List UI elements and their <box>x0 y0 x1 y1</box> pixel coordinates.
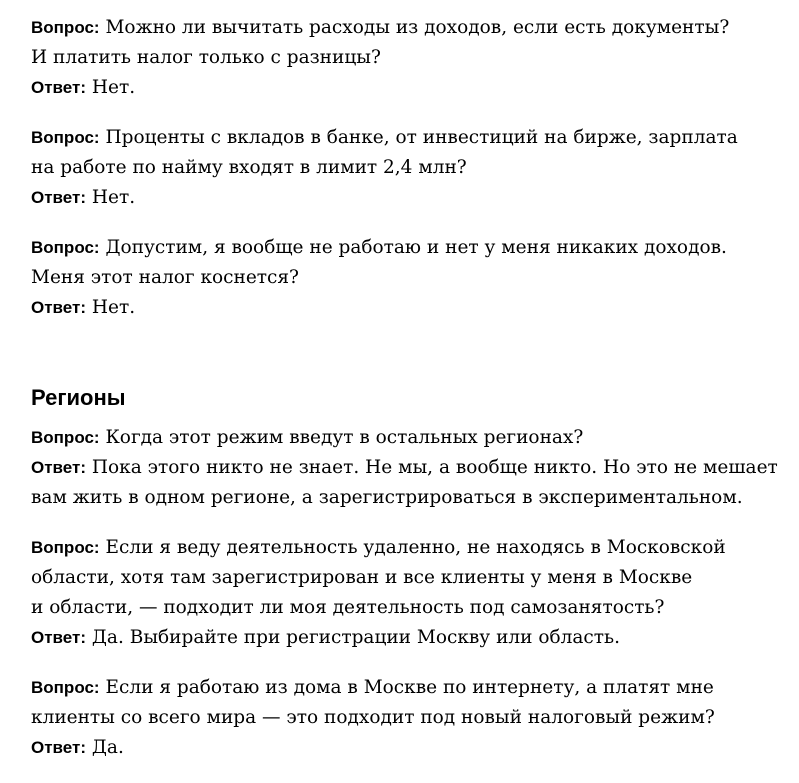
question-label: Вопрос: <box>31 238 100 257</box>
question-label: Вопрос: <box>31 428 100 447</box>
answer-line <box>31 73 781 103</box>
qa-item <box>31 673 781 763</box>
question-line <box>31 153 781 183</box>
question-line <box>31 263 781 293</box>
answer-label: Ответ: <box>31 738 86 757</box>
question-line <box>31 673 781 703</box>
qa-item <box>31 423 781 513</box>
question-text: области, хотя там зарегистрирован и все клиенты у меня в Москве <box>31 567 693 588</box>
question-line <box>31 563 781 593</box>
question-text: Когда этот режим введут в остальных регионах? <box>105 427 584 448</box>
answer-text: Да. <box>91 737 124 758</box>
question-text: Если я работаю из дома в Москве по интернету, а платят мне <box>105 677 714 698</box>
question-line <box>31 43 781 73</box>
answer-text: Да. Выбирайте при регистрации Москву или область. <box>91 627 620 648</box>
question-text: Меня этот налог коснется? <box>31 267 299 288</box>
question-text: И платить налог только с разницы? <box>31 47 381 68</box>
answer-text: Пока этого никто не знает. Не мы, а вообще никто. Но это не мешает <box>91 457 778 478</box>
answer-line <box>31 293 781 323</box>
answer-line <box>31 623 781 653</box>
question-text: Можно ли вычитать расходы из доходов, если есть документы? <box>105 17 730 38</box>
question-line <box>31 423 781 453</box>
qa-item <box>31 233 781 323</box>
article-content <box>31 13 781 783</box>
question-text: Допустим, я вообще не работаю и нет у меня никаких доходов. <box>105 237 727 258</box>
question-text: и области, — подходит ли моя деятельность под самозанятость? <box>31 597 665 618</box>
question-text: на работе по найму входят в лимит 2,4 млн? <box>31 157 467 178</box>
question-label: Вопрос: <box>31 538 100 557</box>
answer-text: Нет. <box>91 187 136 208</box>
question-line <box>31 703 781 733</box>
question-line <box>31 533 781 563</box>
question-label: Вопрос: <box>31 678 100 697</box>
answer-label: Ответ: <box>31 78 86 97</box>
question-line <box>31 123 781 153</box>
question-label: Вопрос: <box>31 18 100 37</box>
answer-line <box>31 183 781 213</box>
qa-item <box>31 13 781 103</box>
section-heading: Регионы <box>31 385 126 410</box>
answer-label: Ответ: <box>31 298 86 317</box>
answer-text: вам жить в одном регионе, а зарегистрироваться в экспериментальном. <box>31 487 743 508</box>
question-text: клиенты со всего мира — это подходит под новый налоговый режим? <box>31 707 715 728</box>
answer-line <box>31 483 781 513</box>
qa-item <box>31 123 781 213</box>
question-line <box>31 13 781 43</box>
question-label: Вопрос: <box>31 128 100 147</box>
answer-line <box>31 453 781 483</box>
answer-label: Ответ: <box>31 628 86 647</box>
question-line <box>31 593 781 623</box>
answer-text: Нет. <box>91 297 136 318</box>
qa-item <box>31 533 781 653</box>
question-text: Если я веду деятельность удаленно, не находясь в Московской <box>105 537 726 558</box>
question-text: Проценты с вкладов в банке, от инвестиций на бирже, зарплата <box>105 127 738 148</box>
answer-label: Ответ: <box>31 188 86 207</box>
answer-line <box>31 733 781 763</box>
question-line <box>31 233 781 263</box>
answer-label: Ответ: <box>31 458 86 477</box>
answer-text: Нет. <box>91 77 136 98</box>
